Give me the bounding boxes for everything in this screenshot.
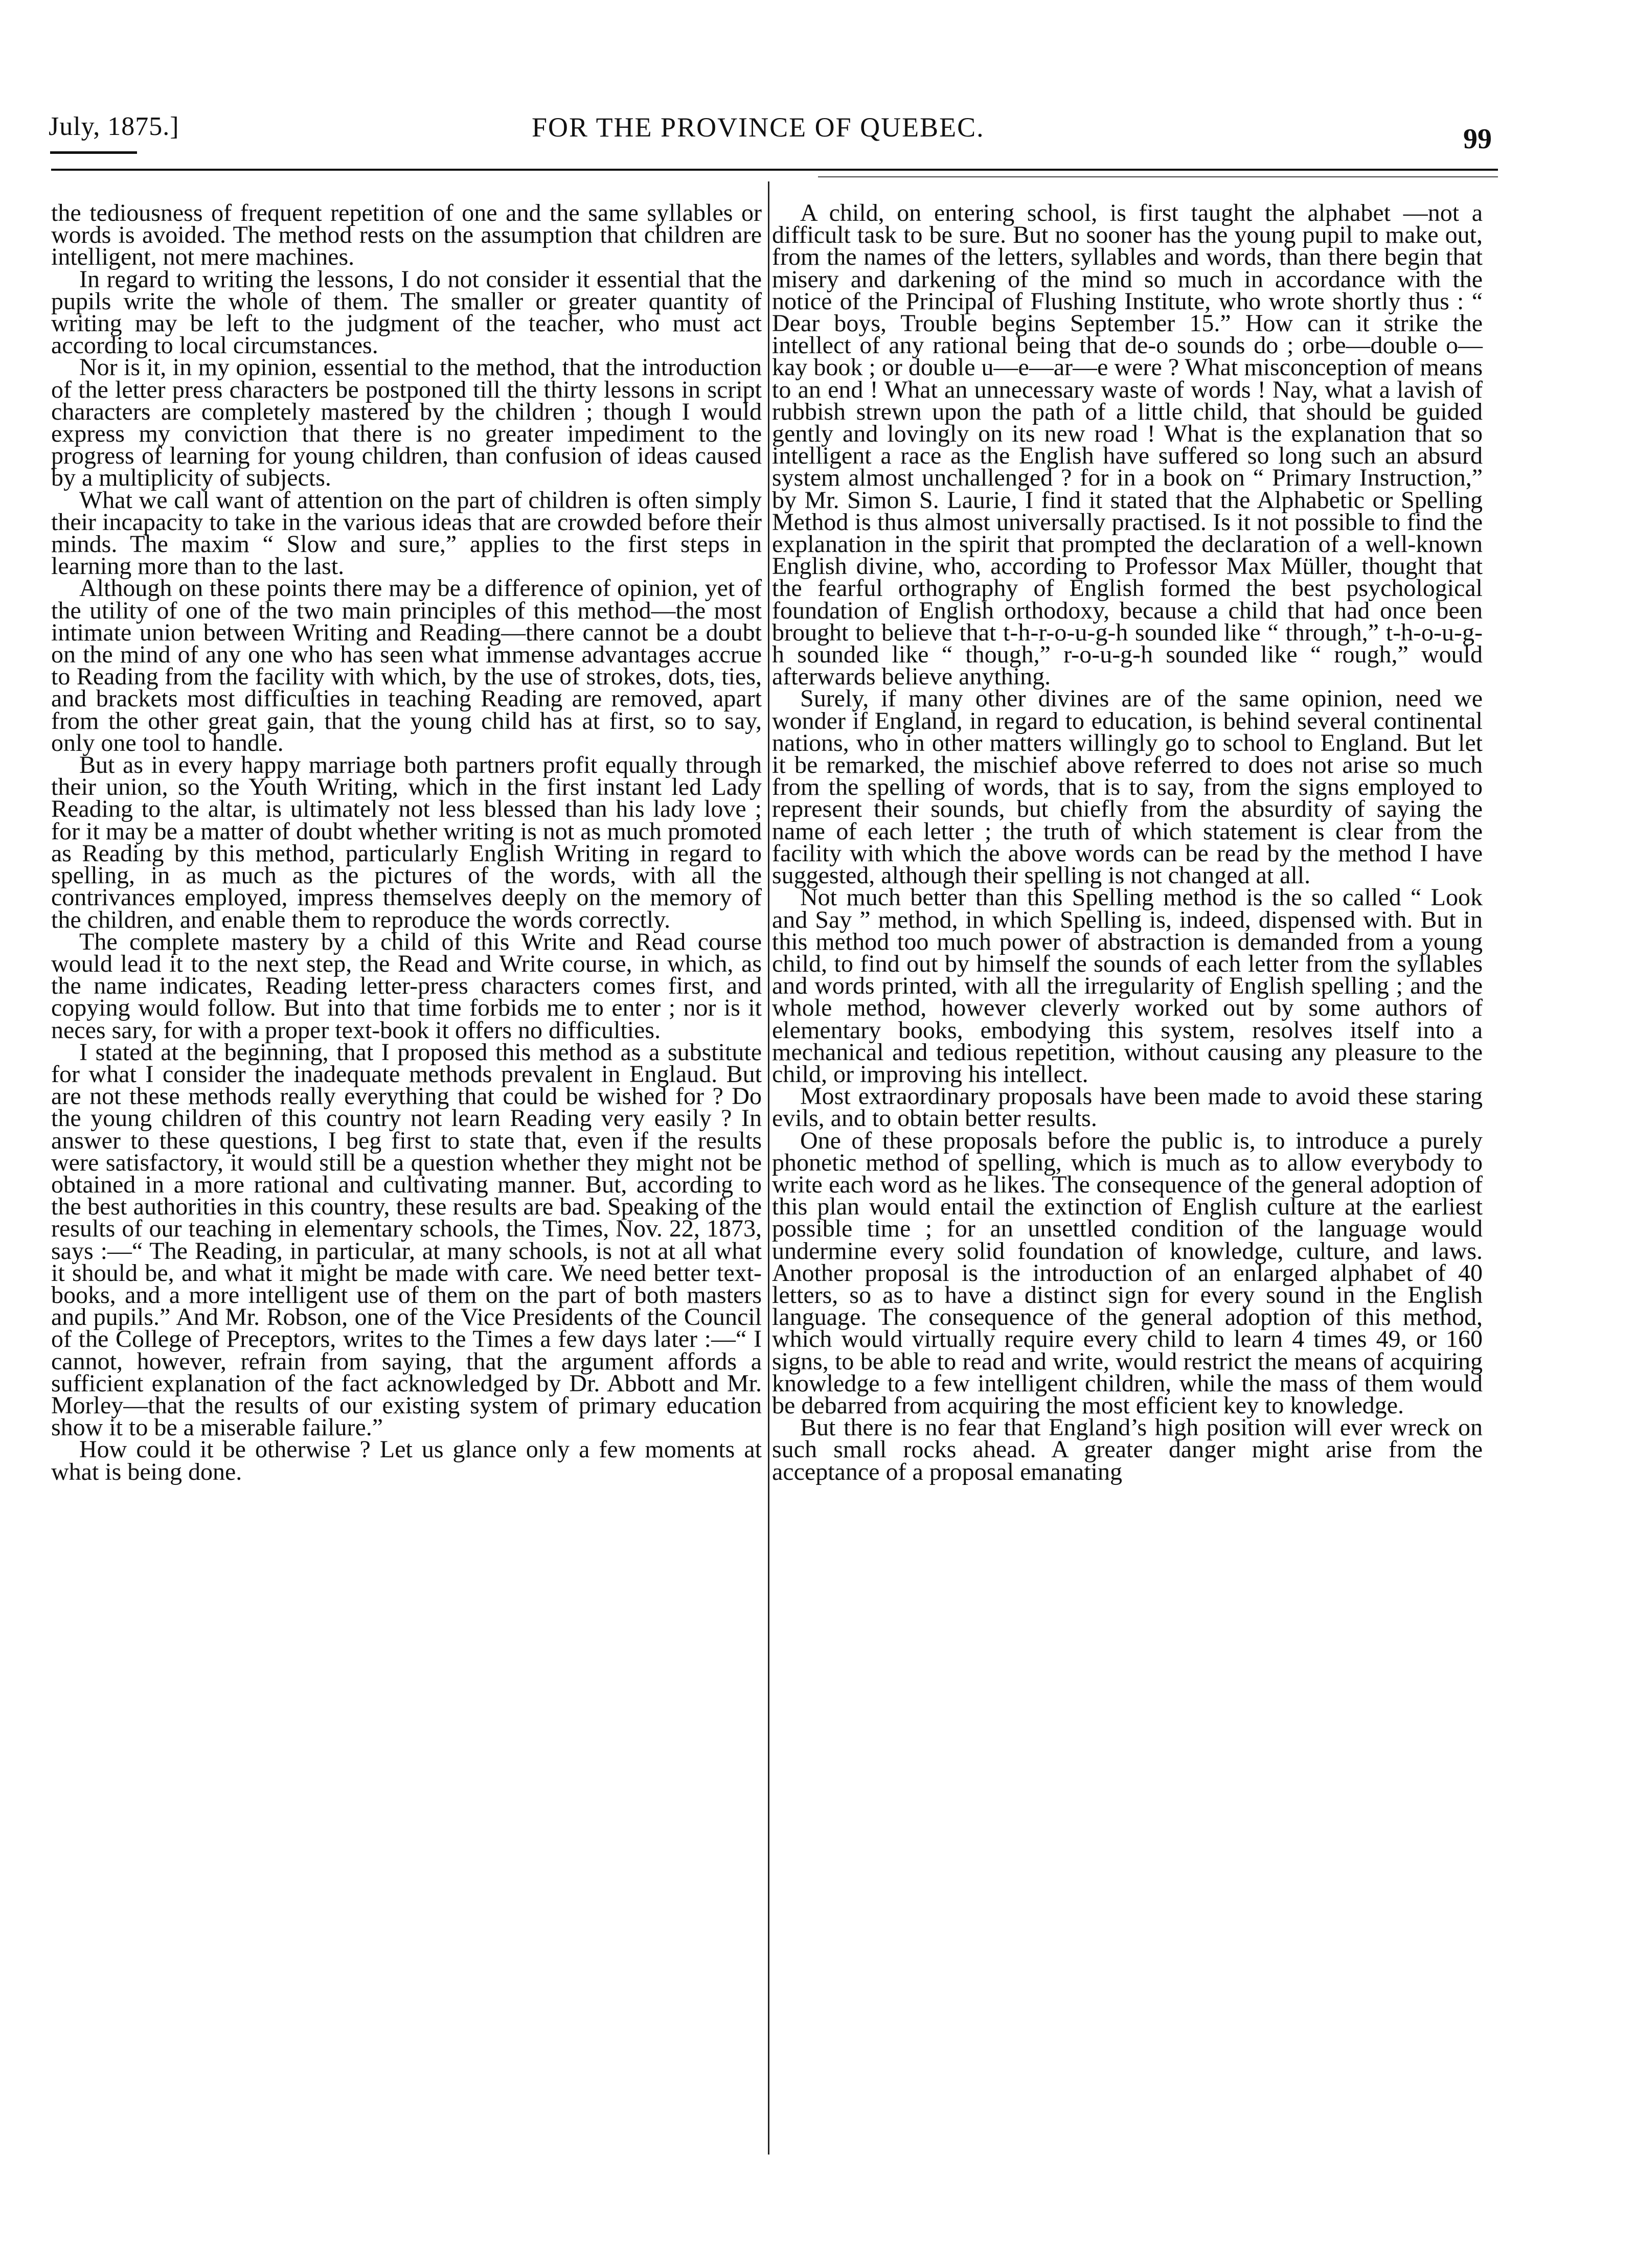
issue-date: July, 1875.] (49, 112, 179, 141)
right-paragraph: But there is no fear that England’s high position will ever wreck on such small rocks ahead. A greater danger might arise from the acceptance of a proposal emanating (772, 1414, 1483, 1485)
left-paragraph: The complete mastery by a child of this Write and Read course would lead it to the next step, the Read and Write course, in which, as the name indicates, Reading letter-press characters comes first, and copying would follow. But into that time forbids me to enter ; nor is it neces sary, for with a proper text-book it offers no difficulties. (51, 928, 762, 1044)
left-paragraph: But as in every happy marriage both partners profit equally through their union, so the Youth Writing, which in the first instant led Lady Reading to the altar, is ultimately not less blessed than his lady love ; for it may be a matter of doubt whether writing is not as much promoted as Reading by this method, particularly English Writing in regard to spelling, in as much as the pictures of the words, with all the contrivances employed, impress themselves deeply on the memory of the children, and enable them to reproduce the words correctly. (51, 751, 762, 933)
date-underline (50, 151, 137, 154)
running-title: FOR THE PROVINCE OF QUEBEC. (532, 112, 985, 143)
left-paragraph: the tediousness of frequent repetition of one and the same syllables or words is avoided. The method rests on the assumption that children are intelligent, not mere machines. (51, 199, 762, 271)
left-paragraph: What we call want of attention on the part of children is often simply their incapacity to take in the various ideas that are crowded before their minds. The maxim “ Slow and sure,” applies to the first steps in learning more than to the last. (51, 486, 762, 580)
page-number: 99 (1463, 123, 1492, 155)
header-rule-secondary (818, 176, 1498, 177)
right-paragraph: Not much better than this Spelling method is the so called “ Look and Say ” method, in which Spelling is, indeed, dispensed with. But in this method too much power of abstraction is demanded from a young child, to find out by himself the sounds of each letter from the syllables and words printed, with all the irregularity of English spelling ; and the whole method, however cleverly worked out by some authors of elementary books, embodying this system, resolves itself into a mechanical and tedious repetition, without causing any pleasure to the child, or improving his intellect. (772, 884, 1483, 1088)
left-paragraph: How could it be otherwise ? Let us glance only a few moments at what is being done. (51, 1436, 762, 1485)
right-paragraph: One of these proposals before the public is, to introduce a purely phonetic method of spelling, which is much as to allow everybody to write each word as he likes. The consequence of the general adoption of this plan would entail the extinction of English culture at the earliest possible time ; for an unsettled condition of the language would undermine every solid foundation of knowledge, culture, and laws. Another proposal is the introduction of an enlarged alphabet of 40 letters, so as to have a distinct sign for every sound in the English language. The consequence of the general adoption of this method, which would virtually require every child to learn 4 times 49, or 160 signs, to be able to read and write, would restrict the means of acquiring knowledge to a few intelligent children, while the mass of them would be debarred from acquiring the most efficient key to knowledge. (772, 1127, 1483, 1419)
page-header (0, 0, 1636, 189)
right-paragraph: Surely, if many other divines are of the same opinion, need we wonder if England, in regard to education, is behind several continental nations, who in other matters willingly go to school to England. But let it be remarked, the mischief above referred to does not arise so much from the spelling of words, that is to say, from the signs employed to represent their sounds, but chiefly from the absurdity of saying the name of each letter ; the truth of which statement is clear from the facility with which the above words can be read by the method I have suggested, although their spelling is not changed at all. (772, 685, 1483, 889)
right-paragraph: Most extraordinary proposals have been made to avoid these staring evils, and to obtain better results. (772, 1083, 1483, 1132)
right-paragraph: A child, on entering school, is first taught the alphabet —not a difficult task to be sure. But no sooner has the young pupil to make out, from the names of the letters, syllables and words, than there begin that misery and darkening of the mind so much in accordance with the notice of the Principal of Flushing Institute, who wrote shortly thus : “ Dear boys, Trouble begins September 15.” How can it strike the intellect of any rational being that de-o sounds do ; orbe—double o—kay book ; or double u—e—ar—e were ? What misconception of means to an end ! What an unnecessary waste of words ! Nay, what a lavish of rubbish strewn upon the path of a little child, that should be guided gently and lovingly on its new road ! What is the explanation that so intelligent a race as the English have suffered so long such an absurd system almost unchallenged ? for in a book on “ Primary Instruction,” by Mr. Simon S. Laurie, I find it stated that the Alphabetic or Spelling Method is thus almost universally practised. Is it not possible to find the explanation in the spirit that prompted the declaration of a well-known English divine, who, according to Professor Max Müller, thought that the fearful orthography of English formed the best psychological foundation of English orthodoxy, because a child that had once been brought to believe that t-h-r-o-u-g-h sounded like “ through,” t-h-o-u-g-h sounded like “ though,” r-o-u-g-h sounded like “ rough,” would afterwards believe anything. (772, 199, 1483, 691)
left-paragraph: Although on these points there may be a difference of opinion, yet of the utility of one of the two main principles of this method—the most intimate union between Writing and Reading—there cannot be a doubt on the mind of any one who has seen what immense advantages accrue to Reading from the facility with which, by the use of strokes, dots, ties, and brackets most difficulties in teaching Reading are removed, apart from the other great gain, that the young child has at first, so to say, only one tool to handle. (51, 575, 762, 757)
left-column (51, 199, 762, 1485)
left-paragraph: I stated at the beginning, that I proposed this method as a substitute for what I consider the inadequate methods prevalent in Englaud. But are not these methods really everything that could be wished for ? Do the young children of this country not learn Reading very easily ? In answer to these questions, I beg first to state that, even if the results were satisfactory, it would still be a question whether they might not be obtained in a more rational and cultivating manner. But, according to the best authorities in this country, these results are bad. Speaking of the results of our teaching in elementary schools, the Times, Nov. 22, 1873, says :—“ The Reading, in particular, at many schools, is not at all what it should be, and what it might be made with care. We need better text-books, and a more intelligent use of them on the part of both masters and pupils.” And Mr. Robson, one of the Vice Presidents of the Council of the College of Preceptors, writes to the Times a few days later :—“ I cannot, however, refrain from saying, that the argument affords a sufficient explanation of the fact acknowledged by Dr. Abbott and Mr. Morley—that the results of our existing system of primary education show it to be a miserable failure.” (51, 1038, 762, 1441)
right-column (772, 199, 1483, 1485)
column-divider (768, 181, 769, 2155)
left-paragraph: In regard to writing the lessons, I do not consider it essential that the pupils write the whole of them. The smaller or greater quantity of writing may be left to the judgment of the teacher, who must act according to local circumstances. (51, 265, 762, 359)
header-rule (51, 169, 1498, 171)
left-paragraph: Nor is it, in my opinion, essential to the method, that the introduction of the letter press characters be postponed till the thirty lessons in script characters are completely mastered by the children ; though I would express my conviction that there is no greater impediment to the progress of learning for young children, than confusion of ideas caused by a multiplicity of subjects. (51, 354, 762, 492)
